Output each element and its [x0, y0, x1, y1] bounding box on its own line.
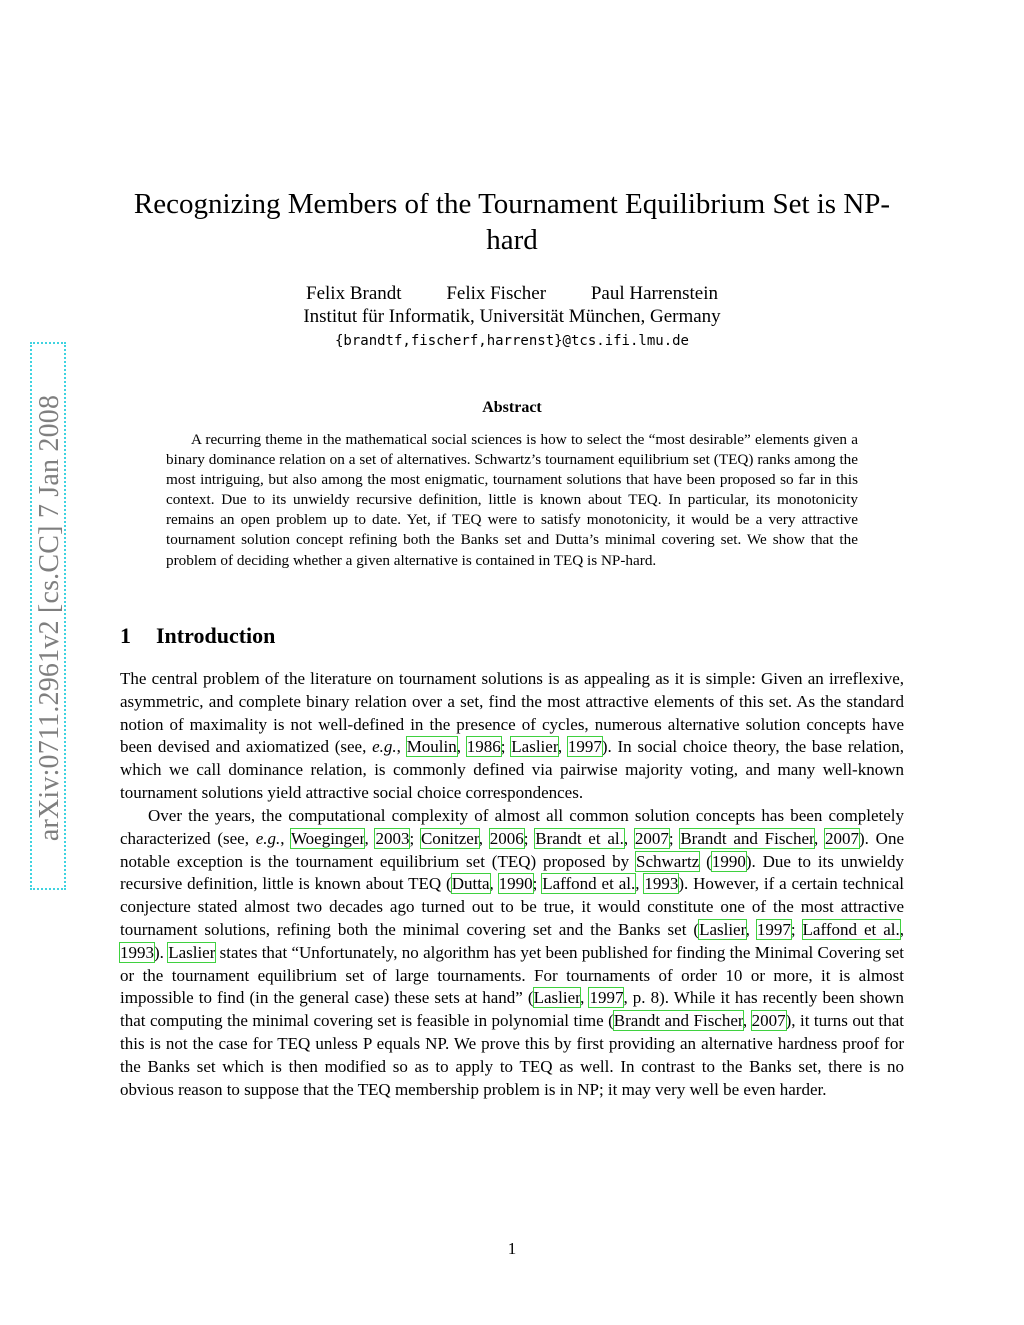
author-list [120, 282, 904, 305]
section-title: Introduction [156, 623, 276, 648]
citation-link[interactable]: 1990 [711, 851, 746, 871]
paper-title: Recognizing Members of the Tournament Equilibrium Set is NP-hard [133, 188, 891, 256]
citation-link[interactable]: 2003 [375, 828, 410, 848]
section-number: 1 [120, 623, 131, 648]
citation-link[interactable]: 1997 [756, 919, 791, 939]
citation-link[interactable]: Laffond et al. [802, 919, 900, 939]
arxiv-stamp [30, 342, 66, 890]
citation-link[interactable]: Dutta [451, 874, 490, 894]
body-paragraph: The central problem of the literature on tournament solutions is as appealing as it is simple: Given an irreflexive, asymmetric, and complete binary relation over a set, find the most attractive elements of this set. As the standard notion of maximality is not well-defined in the presence of cycles, numerous alternative solution concepts have been devised and axiomatized (see, e.g., Moulin, 1986; Laslier, 1997). In social choice theory, the base relation, which we call dominance relation, is commonly defined via pairwise majority voting, and many well-known tournament solutions yield attractive social choice correspondences. [120, 669, 905, 802]
body-text: states that “Unfortunately, no algorithm has yet been published for finding the Minimal Covering set or the tournament equilibrium set of large tournaments. For tournaments of order 10 or more, it is almost impossible to find (in the general case) these sets at hand” ( [120, 942, 904, 1008]
citation-link[interactable]: 1997 [589, 988, 624, 1008]
author-name: Felix Brandt [306, 283, 402, 304]
abstract-text: A recurring theme in the mathematical social sciences is how to select the “most desirable” elements given a binary dominance relation on a set of alternatives. Schwartz’s tournament equilibrium set (TEQ) ranks among the most intriguing, but also among the most enigmatic, tournament solutions that have been proposed so far in this context. Due to its unwieldy recursive definition, little is known about TEQ. In particular, its monotonicity remains an open problem up to date. Yet, if TEQ were to satisfy monotonicity, it would be a very attractive tournament solution concept refining both the Banks set and Dutta’s minimal covering set. We show that the problem of deciding whether a given alternative is contained in TEQ is NP-hard. [166, 431, 858, 569]
citation-link[interactable]: Conitzer [420, 828, 479, 848]
affiliation: Institut für Informatik, Universität München, Germany [303, 306, 721, 327]
citation-link[interactable]: 1993 [120, 942, 154, 962]
citation-link[interactable]: Laslier [168, 942, 216, 962]
body-text: ), it turns out that this is not the case for TEQ unless P equals NP. We prove this by first providing an alternative hardness proof for the Banks set which is then modified so as to apply to TEQ as well. In contrast to the Banks set, there is no obvious reason to suppose that the TEQ membership problem is in NP; it may very well be even harder. [120, 1011, 905, 1099]
citation-link[interactable]: 2007 [751, 1011, 786, 1031]
citation-link[interactable]: Laslier [699, 919, 746, 939]
author-email: {brandtf,fischerf,harrenst}@tcs.ifi.lmu.de [334, 333, 689, 349]
abstract-heading: Abstract [482, 399, 542, 416]
body-text: ). One notable exception is the tournament equilibrium set (TEQ) proposed by [120, 828, 904, 871]
body-text: e.g. [255, 828, 281, 848]
body-text: ). Due to its unwieldy recursive definition, little is known about TEQ ( [120, 851, 904, 894]
arxiv-identifier: arXiv:0711.2961v2 [cs.CC] 7 Jan 2008 [34, 394, 65, 842]
page-number: 1 [507, 1239, 517, 1258]
citation-link[interactable]: Laffond et al. [542, 874, 636, 894]
body-text: ). [154, 942, 169, 962]
body-text: ). However, if a certain technical conjecture stated almost two decades ago turned out to be true, it would constitute one of the most attractive tournament solutions, refining both the minimal covering set and the Banks set ( [120, 874, 905, 939]
citation-link[interactable]: Laslier [511, 737, 558, 757]
citation-link[interactable]: 2006 [489, 828, 524, 848]
citation-link[interactable]: Brandt et al. [535, 828, 624, 848]
citation-link[interactable]: 1990 [498, 874, 533, 894]
citation-link[interactable]: 1986 [466, 737, 501, 757]
citation-link[interactable]: 2007 [825, 828, 860, 848]
citation-link[interactable]: Woeginger [290, 828, 365, 848]
citation-link[interactable]: 1997 [567, 737, 602, 757]
author-name: Paul Harrenstein [590, 283, 718, 304]
section-heading [120, 622, 275, 650]
citation-link[interactable]: 2007 [634, 828, 669, 848]
body-text: Over the years, the computational complexity of almost all common solution concepts has been completely characterized (see, [120, 806, 904, 848]
citation-link[interactable]: Moulin [406, 737, 457, 757]
citation-link[interactable]: Schwartz [636, 851, 700, 871]
body-paragraph: Over the years, the computational complexity of almost all common solution concepts has been completely characterized (see, e.g., Woeginger, 2003; Conitzer, 2006; Brandt et al., 2007; Brandt and Fischer, 2007). One notable exception is the tournament equilibrium set (TEQ) proposed by Schwartz (1990). Due to its unwieldy recursive definition, little is known about TEQ (Dutta, 1990; Laffond et al., 1993). However, if a certain technical conjecture stated almost two decades ago turned out to be true, it would constitute one of the most attractive tournament solutions, refining both the minimal covering set and the Banks set (Laslier, 1997; Laffond et al., 1993). Laslier states that “Unfortunately, no algorithm has yet been published for finding the Minimal Covering set or the tournament equilibrium set of large tournaments. For tournaments of order 10 or more, it is almost impossible to find (in the general case) these sets at hand” (Laslier, 1997, p. 8). While it has recently been shown that computing the minimal covering set is feasible in polynomial time (Brandt and Fischer, 2007), it turns out that this is not the case for TEQ unless P equals NP. We prove this by first providing an alternative hardness proof for the Banks set which is then modified so as to apply to TEQ as well. In contrast to the Banks set, there is no obvious reason to suppose that the TEQ membership problem is in NP; it may very well be even harder. [120, 806, 905, 1099]
body-text: , p. 8). While it has recently been shown that computing the minimal covering set is feasible in polynomial time ( [120, 988, 904, 1031]
author-name: Felix Fischer [446, 283, 547, 304]
body-text: e.g. [372, 737, 397, 757]
citation-link[interactable]: Brandt and Fischer [613, 1011, 743, 1031]
body-text: The central problem of the literature on tournament solutions is as appealing as it is simple: Given an irreflexive, asymmetric, and complete binary relation over a set, find the most attractive elements of this set. As the standard notion of maximality is not well-defined in the presence of cycles, numerous alternative solution concepts have been devised and axiomatized (see, [120, 669, 904, 757]
citation-link[interactable]: 1993 [644, 874, 679, 894]
citation-link[interactable]: Laslier [533, 988, 581, 1008]
citation-link[interactable]: Brandt and Fischer [680, 828, 815, 848]
body-text: ). In social choice theory, the base relation, which we call dominance relation, is commonly defined via pairwise majority voting, and many well-known tournament solutions yield attractive social choice correspondences. [120, 737, 905, 802]
